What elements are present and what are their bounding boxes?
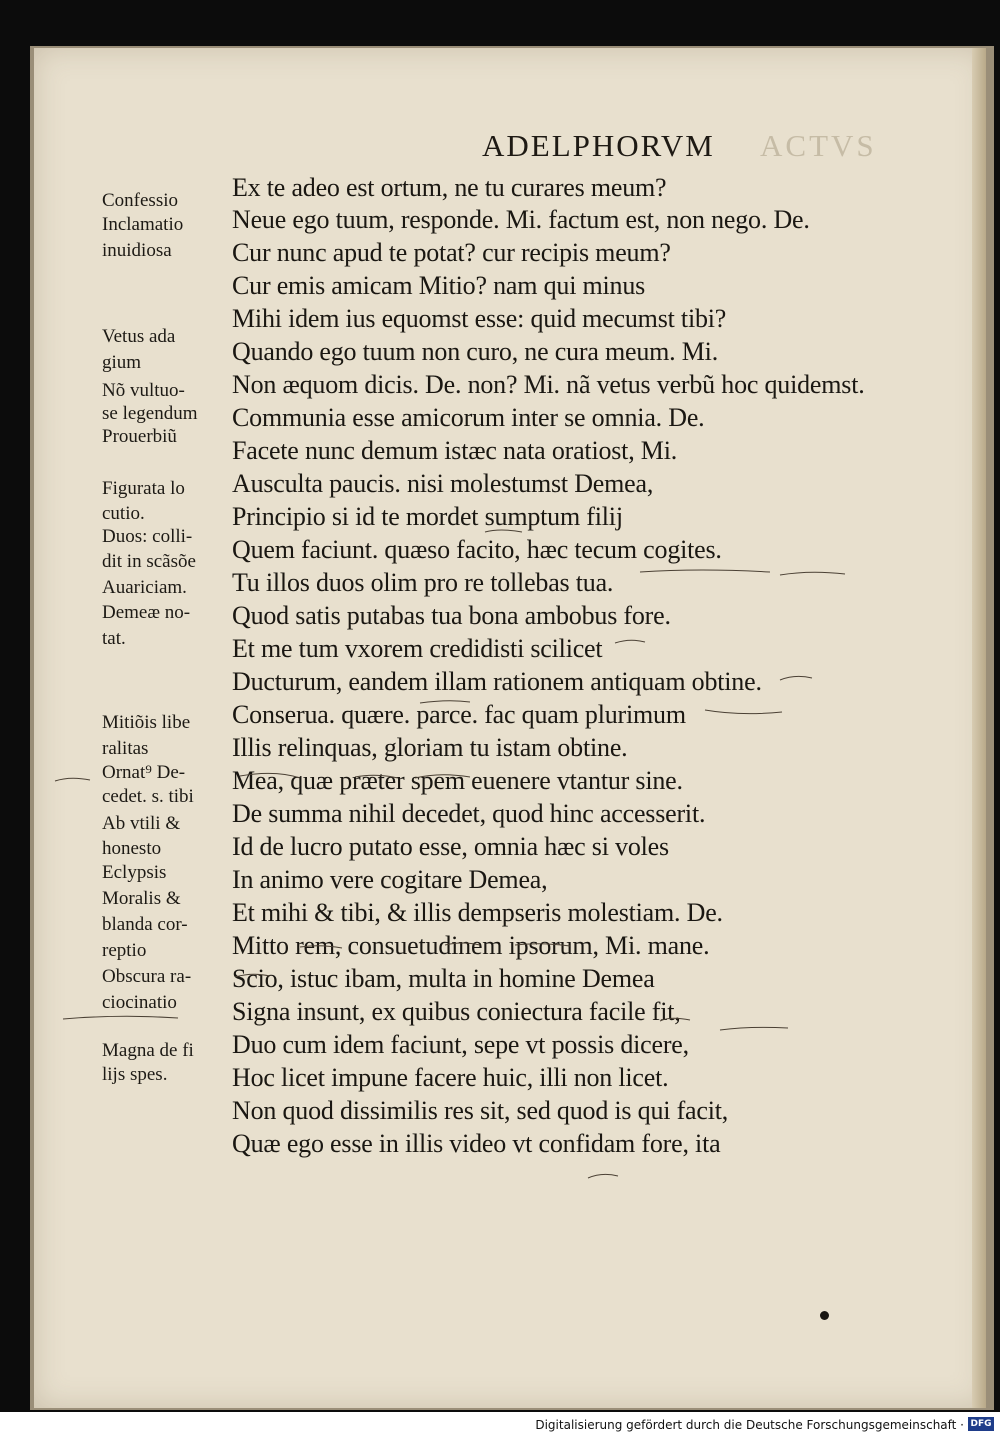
margin-gloss: Mitiõis libe: [102, 712, 191, 733]
margin-gloss: reptio: [102, 940, 147, 961]
footer-credit: Digitalisierung gefördert durch die Deutsche Forschungsgemeinschaft ·: [535, 1418, 964, 1432]
show-through-text: ACTVS: [760, 128, 877, 163]
verse-line: Conserua. quære. parce. fac quam plurimum: [232, 700, 686, 729]
verse-line: Duo cum idem faciunt, sepe vt possis dicere,: [232, 1030, 689, 1059]
margin-gloss: Figurata lo: [102, 478, 185, 499]
margin-gloss: Duos: colli-: [102, 526, 193, 547]
margin-gloss: Obscura ra-: [102, 966, 192, 987]
running-head: ADELPHORVM: [482, 128, 715, 163]
margin-gloss: ralitas: [102, 738, 149, 759]
margin-gloss: Moralis &: [102, 888, 181, 909]
verse-line: Cur emis amicam Mitio? nam qui minus: [232, 271, 646, 300]
verse-line: Non quod dissimilis res sit, sed quod is qui facit,: [232, 1096, 729, 1125]
verse-line: Quæ ego esse in illis video vt confidam fore, ita: [232, 1129, 721, 1158]
verse-line: Ex te adeo est ortum, ne tu curares meum?: [232, 173, 667, 202]
margin-gloss: Prouerbiũ: [102, 426, 177, 447]
margin-gloss: ciocinatio: [102, 992, 177, 1013]
margin-gloss: Nõ vultuo-: [102, 380, 185, 401]
verse-line: Tu illos duos olim pro re tollebas tua.: [232, 568, 614, 597]
verse-line: Et me tum vxorem credidisti scilicet: [232, 634, 603, 663]
verse-line: Principio si id te mordet sumptum filij: [232, 502, 623, 531]
margin-gloss: dit in scãsõe: [102, 551, 196, 572]
margin-gloss: Inclamatio: [102, 214, 184, 235]
verse-line: Mea, quæ præter spem euenere vtantur sine.: [232, 766, 683, 795]
verse-line: Signa insunt, ex quibus coniectura facile fit,: [232, 997, 681, 1026]
verse-line: In animo vere cogitare Demea,: [232, 865, 548, 894]
verse-line: Mitto rem, consuetudinem ipsorum, Mi. mane.: [232, 931, 710, 960]
verse-line: Cur nunc apud te potat? cur recipis meum?: [232, 238, 671, 267]
verse-line: Quando ego tuum non curo, ne cura meum. Mi.: [232, 337, 719, 366]
margin-gloss: cutio.: [102, 503, 145, 524]
margin-gloss: se legendum: [102, 403, 198, 424]
margin-gloss: tat.: [102, 628, 126, 649]
margin-gloss: Demeæ no-: [102, 602, 191, 623]
margin-gloss: inuidiosa: [102, 240, 172, 261]
margin-gloss: Auariciam.: [102, 577, 187, 598]
margin-gloss: Magna de fi: [102, 1040, 194, 1061]
margin-gloss: lijs spes.: [102, 1064, 168, 1085]
verse-line: Id de lucro putato esse, omnia hæc si voles: [232, 832, 669, 861]
verse-line: Scio, istuc ibam, multa in homine Demea: [232, 964, 655, 993]
verse-line: Mihi idem ius equomst esse: quid mecumst tibi?: [232, 304, 727, 333]
verse-line: Illis relinquas, gloriam tu istam obtine.: [232, 733, 628, 762]
verse-line: Neue ego tuum, responde. Mi. factum est, non nego. De.: [232, 205, 810, 234]
margin-gloss: gium: [102, 352, 142, 373]
ink-spot: [820, 1311, 829, 1320]
margin-gloss: Vetus ada: [102, 326, 176, 347]
margin-gloss: Ornat⁹ De-: [102, 762, 186, 783]
verse-line: Non æquom dicis. De. non? Mi. nã vetus verbũ hoc quidemst.: [232, 370, 865, 399]
margin-gloss: blanda cor-: [102, 914, 188, 935]
margin-gloss: Ab vtili &: [102, 813, 181, 834]
verse-line: Quod satis putabas tua bona ambobus fore.: [232, 601, 671, 630]
verse-line: Ausculta paucis. nisi molestumst Demea,: [232, 469, 654, 498]
dfg-logo: DFG: [968, 1417, 994, 1431]
margin-gloss: Eclypsis: [102, 862, 167, 883]
verse-line: Ducturum, eandem illam rationem antiquam obtine.: [232, 667, 762, 696]
verse-line: Hoc licet impune facere huic, illi non licet.: [232, 1063, 669, 1092]
verse-line: Communia esse amicorum inter se omnia. De.: [232, 403, 705, 432]
margin-gloss: cedet. s. tibi: [102, 786, 194, 807]
verse-line: Quem faciunt. quæso facito, hæc tecum cogites.: [232, 535, 722, 564]
verse-line: De summa nihil decedet, quod hinc accesserit.: [232, 799, 706, 828]
page-edge: [972, 48, 986, 1408]
margin-gloss: Confessio: [102, 190, 178, 211]
verse-line: Et mihi & tibi, & illis dempseris molestiam. De.: [232, 898, 723, 927]
verse-line: Facete nunc demum istæc nata oratiost, Mi.: [232, 436, 678, 465]
margin-gloss: honesto: [102, 838, 162, 859]
